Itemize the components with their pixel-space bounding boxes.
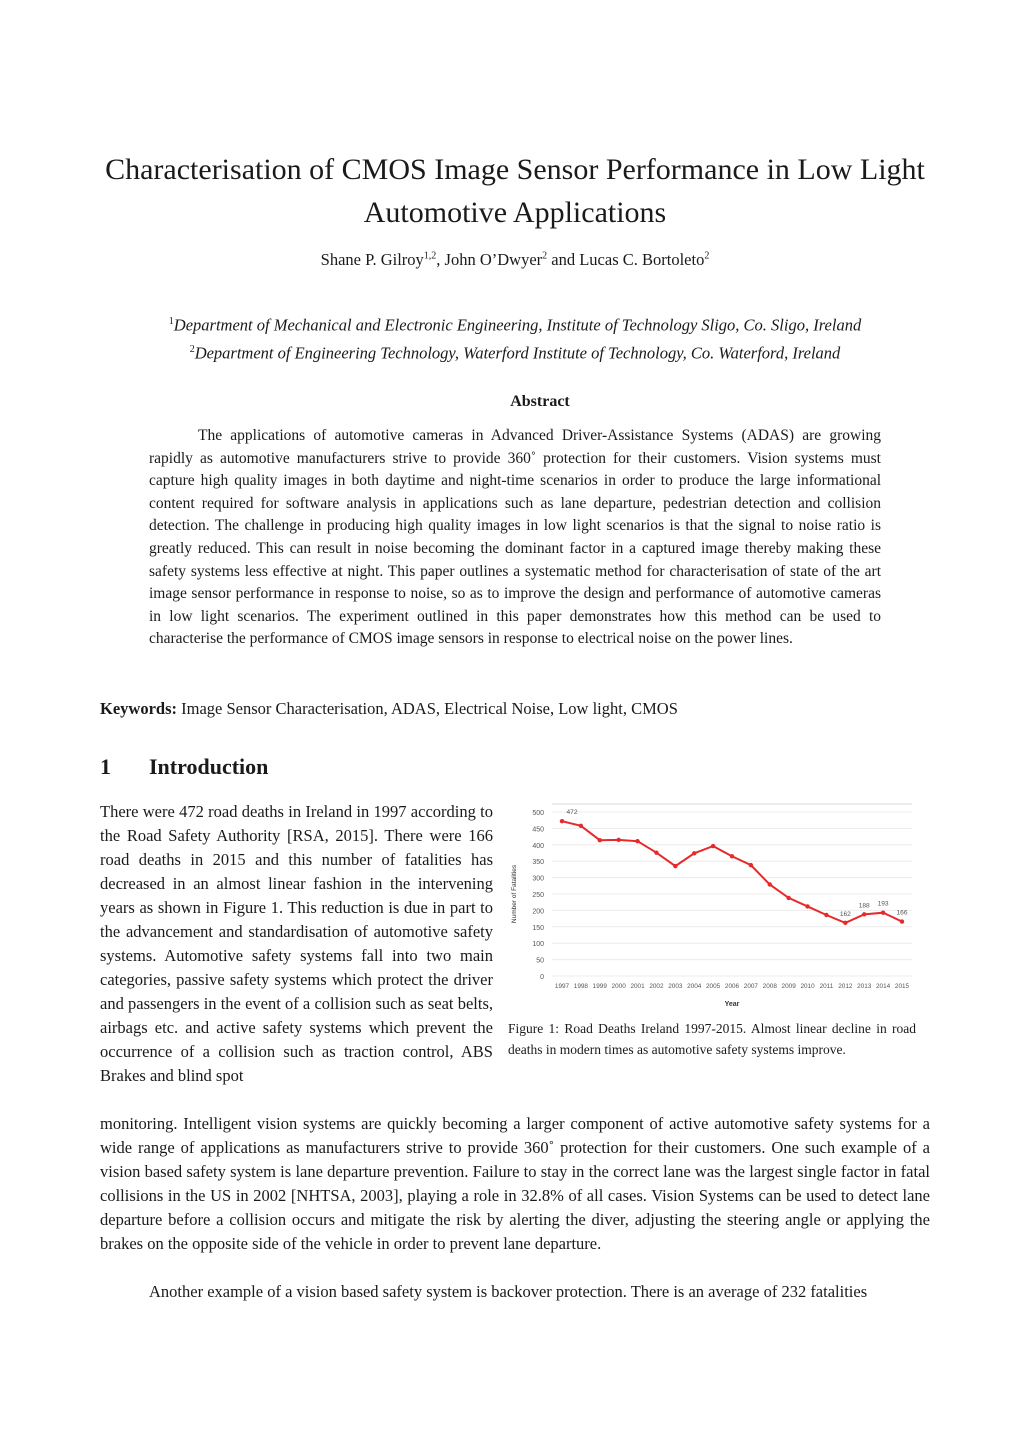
intro-next-text: Another example of a vision based safety system is backover protection. There is an average of 232 fatalities bbox=[149, 1282, 868, 1301]
figure-caption: Figure 1: Road Deaths Ireland 1997-2015. Almost linear decline in road deaths in modern times as automotive safety systems improve. bbox=[508, 1021, 916, 1057]
data-point bbox=[862, 912, 866, 916]
affiliation-text: Department of Engineering Technology, Waterford Institute of Technology, Co. Waterford, Ireland bbox=[194, 343, 841, 362]
y-tick-label: 100 bbox=[532, 941, 544, 949]
x-tick-label: 2002 bbox=[649, 983, 664, 990]
data-label: 162 bbox=[839, 910, 851, 918]
x-tick-label: 1999 bbox=[592, 983, 607, 990]
figure-road-deaths-chart bbox=[508, 800, 916, 1015]
y-tick-label: 300 bbox=[532, 875, 544, 883]
abstract-text: The applications of automotive cameras in Advanced Driver-Assistance Systems (ADAS) are growing rapidly as automotive manufacturers strive to provide 360˚ protection for their customers. Vision systems must capture high quality images in both daytime and night-time scenarios in order to produce the large informational content required for software analysis in applications such as lane departure, pedestrian detection and collision detection. The challenge in producing high quality images in low light scenarios is that the signal to noise ratio is greatly reduced. This can result in noise becoming the dominant factor in a captured image thereby making these safety systems less effective at night. This paper outlines a systematic method for characterisation of state of the art image sensor performance in response to noise, so as to improve the design and performance of automotive cameras in low light scenarios. The experiment outlined in this paper demonstrates how this method can be used to characterise the performance of CMOS image sensors in response to electrical noise on the power lines. bbox=[149, 427, 881, 648]
section-title: Introduction bbox=[149, 754, 269, 779]
data-point bbox=[598, 838, 602, 842]
x-tick-label: 2012 bbox=[838, 983, 853, 990]
keywords bbox=[100, 699, 930, 719]
author-list bbox=[100, 250, 930, 270]
y-tick-label: 350 bbox=[532, 859, 544, 867]
x-tick-label: 2007 bbox=[743, 983, 758, 990]
data-point bbox=[843, 921, 847, 925]
keywords-text: Image Sensor Characterisation, ADAS, Electrical Noise, Low light, CMOS bbox=[181, 699, 678, 718]
author-separator: and bbox=[547, 250, 580, 269]
y-tick-label: 50 bbox=[536, 957, 544, 965]
x-tick-label: 2011 bbox=[819, 983, 834, 990]
x-tick-label: 2013 bbox=[857, 983, 872, 990]
y-tick-label: 250 bbox=[532, 892, 544, 899]
y-tick-label: 400 bbox=[532, 842, 544, 850]
affiliation-number: 2 bbox=[189, 343, 195, 355]
data-point bbox=[824, 913, 828, 917]
y-tick-label: 0 bbox=[540, 974, 544, 981]
data-label: 193 bbox=[877, 900, 889, 908]
author-name: Lucas C. Bortoleto bbox=[579, 250, 705, 269]
abstract-body bbox=[149, 425, 881, 651]
section-number: 1 bbox=[100, 754, 111, 779]
affiliation bbox=[100, 338, 930, 366]
y-tick-label: 200 bbox=[532, 908, 544, 916]
y-axis-label: Number of Fatalities bbox=[511, 864, 518, 924]
x-tick-label: 2000 bbox=[611, 983, 626, 990]
keywords-label: Keywords: bbox=[100, 699, 177, 718]
data-label: 166 bbox=[896, 909, 908, 917]
x-tick-label: 2015 bbox=[894, 983, 910, 990]
data-point bbox=[730, 854, 734, 858]
data-point bbox=[560, 819, 564, 823]
data-point bbox=[900, 919, 904, 923]
paper-title: Characterisation of CMOS Image Sensor Performance in Low Light Automotive Applications bbox=[105, 153, 925, 229]
abstract-heading: Abstract bbox=[510, 393, 570, 410]
x-tick-label: 1998 bbox=[573, 983, 588, 990]
data-point bbox=[673, 864, 677, 868]
affiliation bbox=[100, 310, 930, 338]
line-chart bbox=[508, 800, 916, 1015]
y-tick-label: 450 bbox=[532, 826, 544, 834]
x-tick-label: 2004 bbox=[687, 983, 702, 990]
data-point bbox=[616, 838, 620, 842]
data-label: 188 bbox=[858, 902, 870, 910]
data-point bbox=[768, 882, 772, 886]
data-point bbox=[635, 839, 639, 843]
affiliation-list bbox=[100, 310, 930, 365]
x-tick-label: 2003 bbox=[668, 983, 683, 990]
x-tick-label: 1997 bbox=[554, 983, 570, 990]
data-point bbox=[786, 896, 790, 900]
data-point bbox=[711, 844, 715, 848]
y-tick-label: 500 bbox=[532, 810, 544, 817]
affiliation-number: 1 bbox=[168, 316, 174, 327]
x-tick-label: 2006 bbox=[724, 983, 740, 990]
x-tick-label: 2001 bbox=[630, 983, 645, 990]
data-point bbox=[881, 910, 885, 914]
data-point bbox=[805, 904, 809, 908]
author-affiliation-mark: 2 bbox=[542, 250, 548, 262]
intro-next-paragraph bbox=[100, 1280, 930, 1304]
author-affiliation-mark: 2 bbox=[704, 250, 710, 262]
intro-paragraph-full: monitoring. Intelligent vision systems are quickly becoming a larger component of active automotive safety systems for a wide range of applications as manufacturers strive to provide 360˚ protection for their customers. One such example of a vision based safety system is lane departure prevention. Failure to stay in the correct lane was the largest single factor in fatal collisions in the US in 2002 [NHTSA, 2003], playing a role in 32.8% of all cases. Vision Systems can be used to detect lane departure before a collision occurs and mitigate the risk by alerting the diver, adjusting the steering angle or applying the brakes on the opposite side of the vehicle in order to prevent lane departure. bbox=[100, 1114, 930, 1253]
y-tick-label: 150 bbox=[532, 924, 544, 932]
data-label: 472 bbox=[566, 809, 578, 817]
author-separator: , bbox=[436, 250, 445, 269]
intro-paragraph-column: There were 472 road deaths in Ireland in 1997 according to the Road Safety Authority [RSA, 2015]. There were 166 road deaths in 2015 and this number of fatalities has decreased in an almost linear fashion in the intervening years as shown in Figure 1. This reduction is due in part to the advancement and standardisation of automotive safety systems. Automotive safety systems fall into two main categories, passive safety systems which protect the driver and passengers in the event of a collision such as seat belts, airbags etc. and active safety systems which prevent the occurrence of a collision such as traction control, ABS Brakes and blind spot bbox=[100, 802, 493, 1085]
x-axis-label: Year bbox=[724, 1001, 740, 1008]
x-tick-label: 2005 bbox=[706, 983, 721, 990]
x-tick-label: 2009 bbox=[781, 983, 796, 990]
section-heading bbox=[100, 754, 268, 780]
data-point bbox=[579, 824, 583, 828]
x-tick-label: 2010 bbox=[800, 983, 815, 990]
x-tick-label: 2014 bbox=[876, 983, 891, 990]
x-tick-label: 2008 bbox=[762, 983, 777, 990]
author-name: Shane P. Gilroy bbox=[320, 250, 424, 269]
data-point bbox=[749, 863, 753, 867]
author-affiliation-mark: 1,2 bbox=[423, 250, 437, 262]
affiliation-text: Department of Mechanical and Electronic Engineering, Institute of Technology Sligo, Co. Sligo, Ireland bbox=[173, 315, 862, 335]
data-point bbox=[654, 850, 658, 854]
author-name: John O’Dwyer bbox=[444, 250, 543, 269]
data-point bbox=[692, 851, 696, 855]
